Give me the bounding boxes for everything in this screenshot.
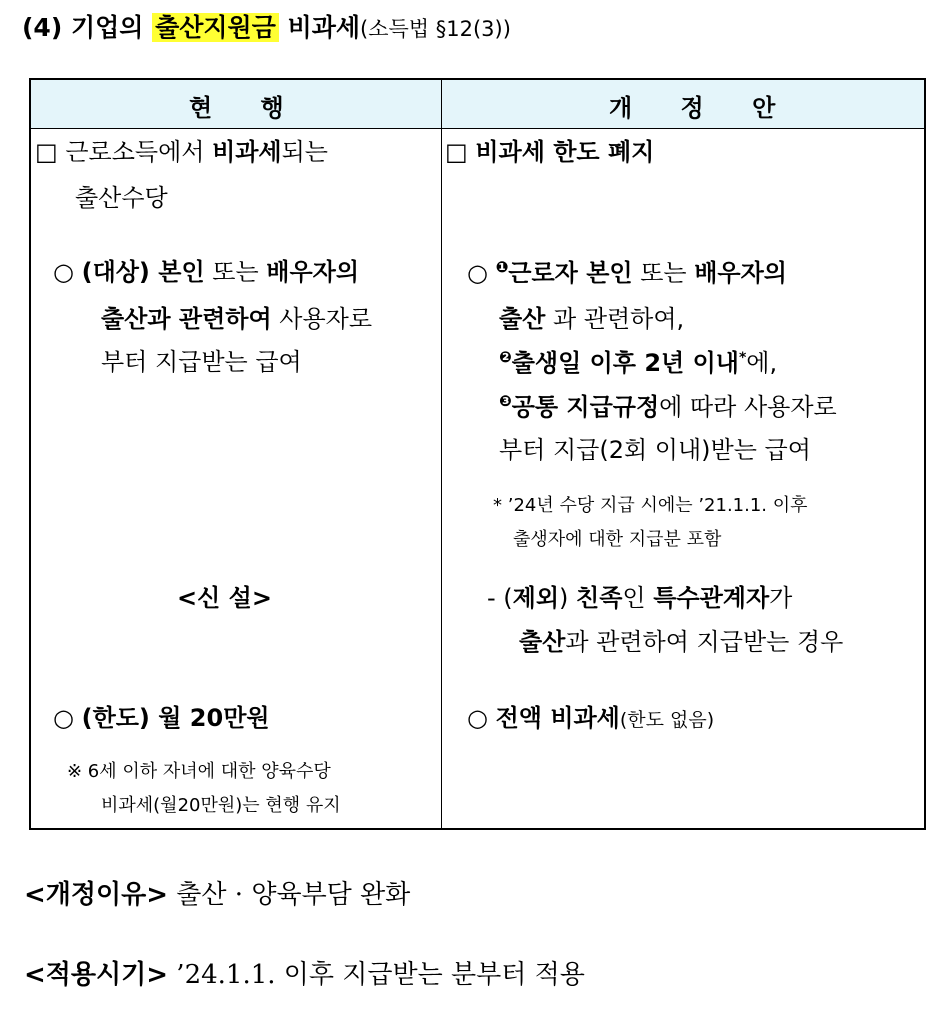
left-item1-line2: 출산과 관련하여 사용자로 (101, 305, 373, 333)
left-note-line1: ※ 6세 이하 자녀에 대한 양육수당 (67, 761, 331, 782)
right-item1-line4: $^❸$공통 지급규정에 따라 사용자로 (499, 392, 837, 421)
title-highlight: 출산지원금 (152, 13, 279, 42)
right-exclusion-line2: 출산과 관련하여 지급받는 경우 (519, 628, 844, 656)
title-prefix: (4) 기업의 (22, 13, 153, 42)
right-item1-line1: ○ $^❶$근로자 본인 또는 배우자의 (467, 258, 787, 287)
apply-line (24, 954, 585, 991)
circle-bullet-icon: ○ (53, 258, 74, 286)
left-note-line2: 비과세(월20만원)는 현행 유지 (101, 795, 341, 816)
checkbox-square-icon: □ (35, 138, 58, 166)
left-item1-line3: 부터 지급받는 급여 (101, 348, 302, 376)
left-item2: ○ (한도) 월 20만원 (53, 704, 270, 732)
title-suffix: 비과세 (278, 13, 361, 42)
comparison-table (29, 78, 926, 830)
number-1-icon: ❶ (495, 258, 509, 276)
right-box1: □ 비과세 한도 폐지 (445, 138, 655, 166)
circle-bullet-icon: ○ (467, 259, 488, 287)
right-item1-line2: 출산 과 관련하여, (499, 305, 685, 333)
checkbox-square-icon: □ (445, 138, 468, 166)
circle-bullet-icon: ○ (467, 704, 488, 732)
apply-text: ’24.1.1. 이후 지급받는 분부터 적용 (168, 960, 585, 990)
left-box1-line2: 출산수당 (75, 184, 168, 212)
number-2-icon: ❷ (499, 348, 512, 366)
right-exclusion-line1: - (제외) 친족인 특수관계자가 (487, 584, 793, 612)
left-item1-line1: ○ (대상) 본인 또는 배우자의 (53, 258, 360, 286)
reason-line (24, 874, 410, 911)
left-new-label: <신 설> (177, 584, 272, 612)
right-item1-line3: $^❷$출생일 이후 2년 이내*에, (499, 348, 778, 377)
section-title (22, 8, 511, 44)
title-law-ref: (소득법 §12(3)) (360, 17, 511, 41)
right-note-line1: * ’24년 수당 지급 시에는 ’21.1.1. 이후 (493, 495, 808, 516)
reason-label: <개정이유> (24, 880, 169, 910)
right-item1-line5: 부터 지급(2회 이내)받는 급여 (499, 436, 811, 464)
header-proposed: 개 정 안 (609, 94, 796, 122)
header-current: 현 행 (189, 94, 304, 122)
right-item2: ○ 전액 비과세(한도 없음) (467, 704, 715, 732)
circle-bullet-icon: ○ (53, 704, 74, 732)
apply-label: <적용시기> (24, 960, 169, 990)
column-divider (441, 80, 442, 828)
reason-text: 출산 · 양육부담 완화 (168, 880, 411, 910)
right-note-line2: 출생자에 대한 지급분 포함 (513, 529, 722, 550)
left-box1-line1: □ 근로소득에서 비과세되는 (35, 138, 328, 166)
number-3-icon: ❸ (499, 392, 512, 410)
